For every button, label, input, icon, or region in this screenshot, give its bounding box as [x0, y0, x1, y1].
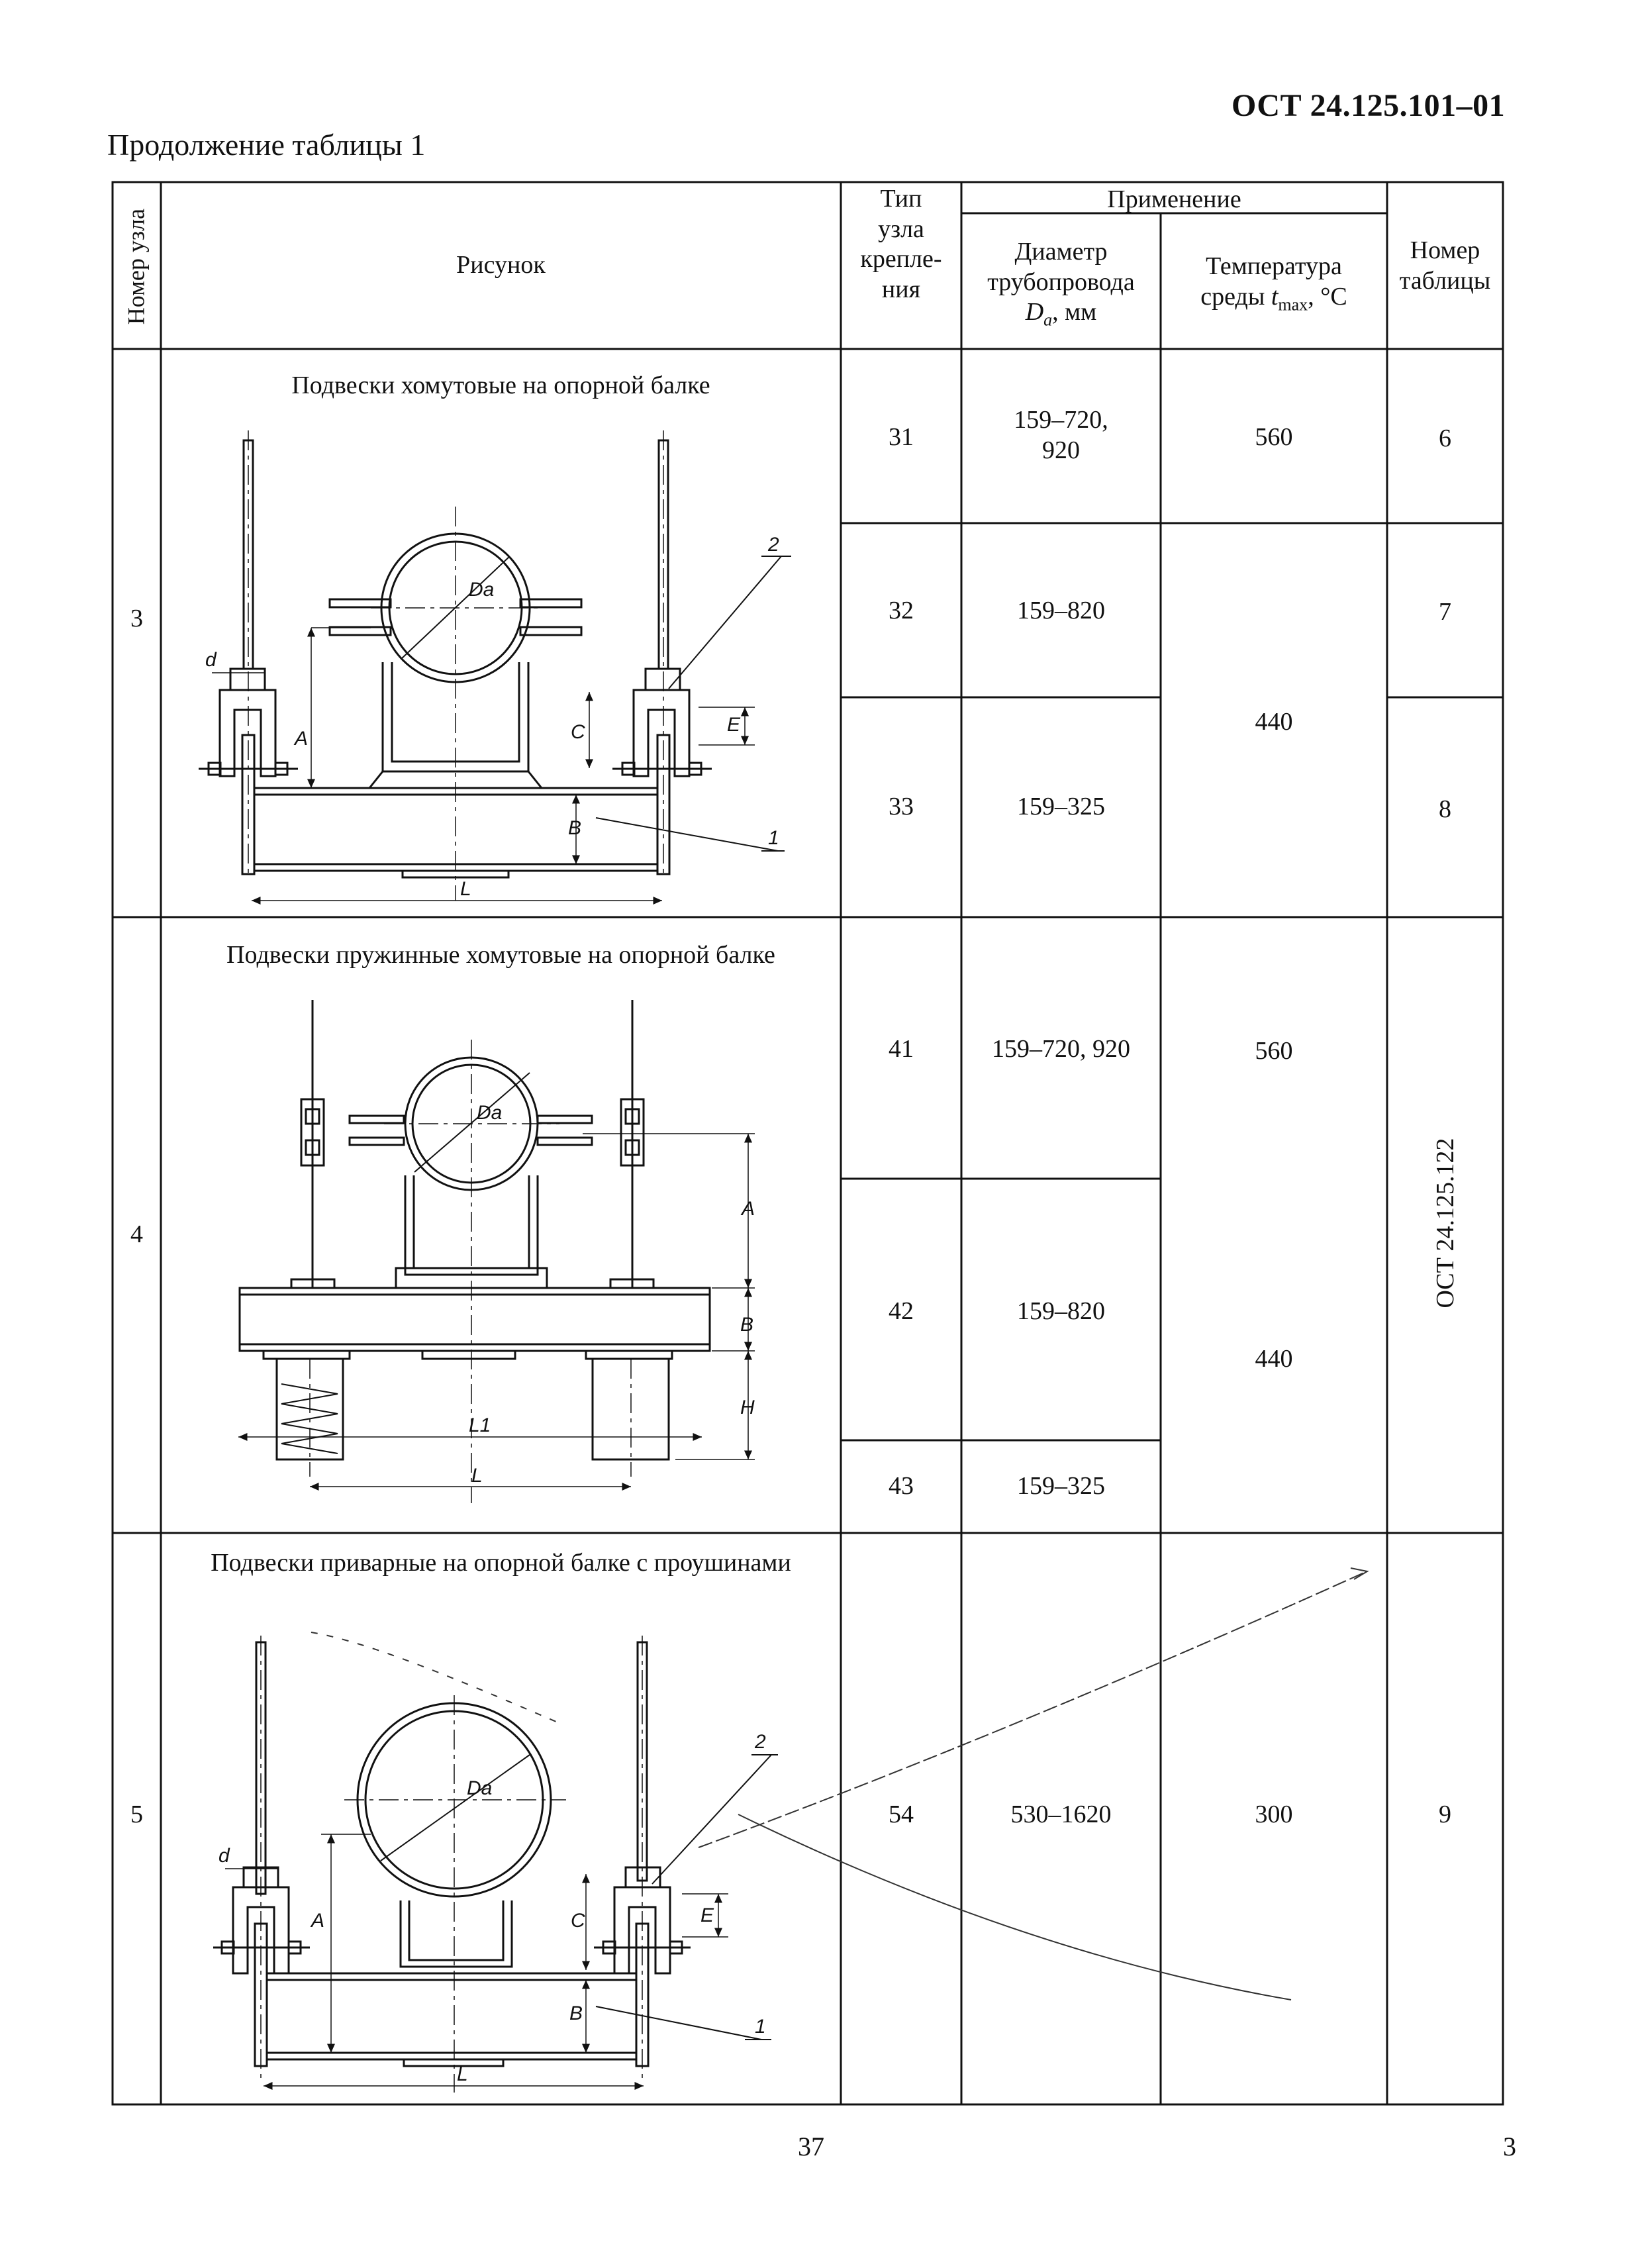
drawing-label: 2	[768, 534, 779, 556]
header-node-number: Номер узла	[122, 208, 150, 325]
type-cell: 42	[889, 1297, 914, 1325]
header-temperature: Температура среды $t_{max}$, °С	[1200, 252, 1347, 315]
node-4-title: Подвески пружинные хомутовые на опорной балке	[226, 941, 775, 969]
node-number-3: 3	[130, 605, 143, 632]
drawing-label: H	[740, 1397, 755, 1418]
temperature-cell: 440	[1255, 708, 1293, 736]
header-attachment-type: Тип узла крепле- ния	[860, 185, 942, 303]
diameter-cell: 159–720, 920	[992, 1035, 1130, 1063]
drawing-label: 2	[755, 1731, 766, 1753]
drawing-label: 1	[755, 2016, 766, 2038]
temperature-cell: 560	[1255, 423, 1293, 451]
drawing-label: L	[471, 1465, 483, 1487]
node-number-4: 4	[130, 1220, 143, 1248]
drawing-label: 1	[768, 827, 779, 849]
temperature-cell: 560	[1255, 1037, 1293, 1065]
drawing-label: L	[460, 878, 471, 900]
table-number-cell: 8	[1439, 795, 1451, 823]
document-code: ОСТ 24.125.101–01	[1232, 88, 1506, 123]
node-number-5: 5	[130, 1800, 143, 1828]
drawing-label: B	[740, 1314, 754, 1336]
diameter-cell: 159–820	[1017, 1297, 1105, 1325]
drawing-label: B	[568, 817, 582, 839]
drawing-spring-hangers	[238, 1000, 755, 1503]
node-3-title: Подвески хомутовые на опорной балке	[291, 371, 710, 399]
diameter-cell: 159–325	[1017, 1472, 1105, 1500]
header-table-number: Номер таблицы	[1399, 236, 1491, 295]
drawing-label: A	[311, 1910, 325, 1932]
drawing-label: E	[700, 1904, 714, 1926]
table-number-cell: 9	[1439, 1800, 1451, 1828]
node-5-title: Подвески приварные на опорной балке с проушинами	[211, 1549, 791, 1577]
drawing-label: A	[295, 728, 309, 750]
header-application: Применение	[1107, 185, 1241, 213]
diameter-cell: 159–325	[1017, 793, 1105, 820]
drawing-label: Da	[469, 579, 495, 601]
type-cell: 54	[889, 1800, 914, 1828]
page-number: 37	[798, 2132, 824, 2161]
drawing-label: Da	[477, 1102, 503, 1124]
type-cell: 32	[889, 597, 914, 624]
temperature-cell: 300	[1255, 1800, 1293, 1828]
sheet-number: 3	[1503, 2132, 1516, 2161]
table-number-cell: 7	[1439, 598, 1451, 626]
type-cell: 43	[889, 1472, 914, 1500]
diameter-cell: 159–720, 920	[1014, 406, 1108, 464]
type-cell: 41	[889, 1035, 914, 1063]
table-number-cell: 6	[1439, 424, 1451, 452]
drawing-label: B	[569, 2002, 583, 2024]
diameter-cell: 530–1620	[1010, 1800, 1112, 1828]
drawing-label: C	[571, 1910, 585, 1932]
type-cell: 31	[889, 423, 914, 451]
drawing-label: E	[727, 714, 741, 736]
type-cell: 33	[889, 793, 914, 820]
drawing-clamp-hangers	[199, 430, 791, 901]
header-drawing: Рисунок	[456, 251, 546, 279]
drawing-welded-hangers	[213, 1636, 778, 2093]
header-diameter: Диаметр трубопровода $D_a$, мм	[987, 238, 1135, 330]
table-reference-cell: ОСТ 24.125.122	[1431, 1138, 1459, 1308]
drawing-label: A	[742, 1198, 755, 1220]
drawing-label: L	[457, 2063, 468, 2085]
diameter-cell: 159–820	[1017, 597, 1105, 624]
drawing-label: d	[205, 649, 217, 671]
table-continuation-caption: Продолжение таблицы 1	[107, 128, 426, 162]
drawing-label: Da	[467, 1777, 493, 1799]
temperature-cell: 440	[1255, 1345, 1293, 1373]
drawing-label: d	[218, 1845, 230, 1867]
drawing-label: L1	[469, 1414, 491, 1436]
drawing-label: C	[571, 721, 585, 743]
